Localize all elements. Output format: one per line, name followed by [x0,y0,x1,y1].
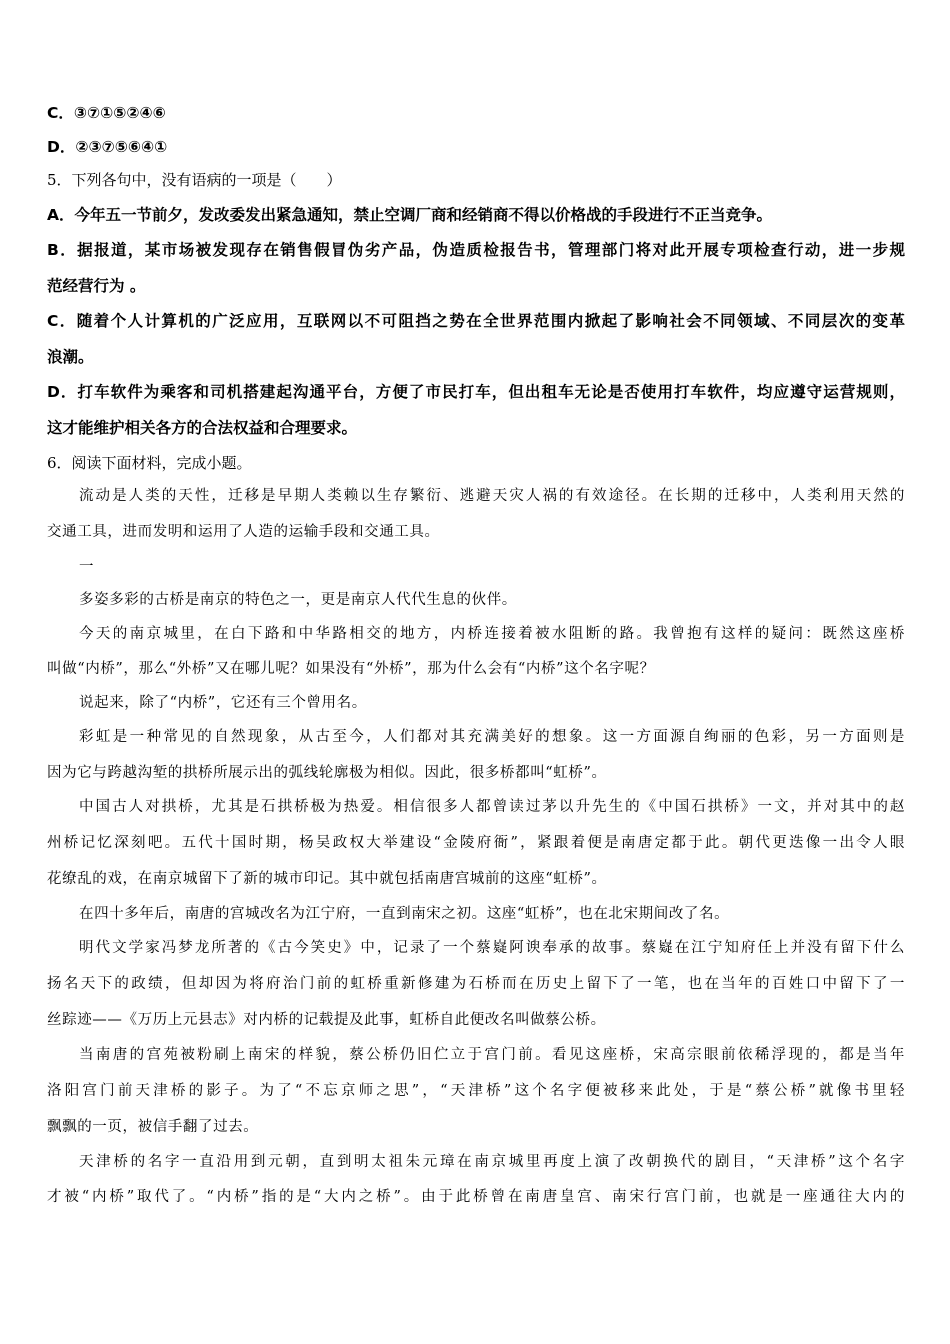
q5-option-b: B．据报道，某市场被发现存在销售假冒伪劣产品，伪造质检报告书，管理部门将对此开展专项检查行动，进一步规 [47,241,905,259]
passage-line: 花缭乱的戏，在南京城留下了新的城市印记。其中就包括南唐宫城前的这座“虹桥”。 [47,871,607,887]
q5-option-c-cont: 浪潮。 [47,348,94,366]
passage-line: 叫做“内桥”，那么“外桥”又在哪儿呢？如果没有“外桥”，那为什么会有“内桥”这个名字呢？ [47,661,655,677]
passage-line: 交通工具，进而发明和运用了人造的运输手段和交通工具。 [47,524,440,540]
q5-option-c: C．随着个人计算机的广泛应用，互联网以不可阻挡之势在全世界范围内掀起了影响社会不同领域、不同层次的变革 [47,312,905,330]
q4-option-d: D．②③⑦⑤⑥④① [47,138,168,156]
q5-option-d: D．打车软件为乘客和司机搭建起沟通平台，方便了市民打车，但出租车无论是否使用打车软件，均应遵守运营规则， [47,383,905,401]
passage-line: 中国古人对拱桥，尤其是石拱桥极为热爱。相信很多人都曾读过茅以升先生的《中国石拱桥》一文，并对其中的赵 [79,799,905,815]
q5-option-a: A．今年五一节前夕，发改委发出紧急通知，禁止空调厂商和经销商不得以价格战的手段进行不正当竞争。 [47,206,772,224]
passage-line: 今天的南京城里，在白下路和中华路相交的地方，内桥连接着被水阻断的路。我曾抱有这样的疑问：既然这座桥 [79,626,905,642]
passage-line: 当南唐的宫苑被粉刷上南宋的样貌，蔡公桥仍旧伫立于宫门前。看见这座桥，宋高宗眼前依稀浮现的，都是当年 [79,1047,905,1063]
passage-line: 因为它与跨越沟堑的拱桥所展示出的弧线轮廓极为相似。因此，很多桥都叫“虹桥”。 [47,765,607,781]
q5-option-d-cont: 这才能维护相关各方的合法权益和合理要求。 [47,419,358,437]
passage-line: 丝踪迹——《万历上元县志》对内桥的记载提及此事，虹桥自此便改名叫做蔡公桥。 [47,1012,606,1028]
passage-line: 天津桥的名字一直沿用到元朝，直到明太祖朱元璋在南京城里再度上演了改朝换代的剧目，“天津桥”这个名字 [79,1154,905,1170]
passage-line: 彩虹是一种常见的自然现象，从古至今，人们都对其充满美好的想象。这一方面源自绚丽的色彩，另一方面则是 [79,729,905,745]
q4-option-c: C．③⑦①⑤②④⑥ [47,104,166,122]
section-number: 一 [79,559,95,575]
passage-line: 才被“内桥”取代了。“内桥”指的是“大内之桥”。由于此桥曾在南唐皇宫、南宋行宫门前，也就是一座通往大内的 [47,1189,905,1205]
passage-line: 流动是人类的天性，迁移是早期人类赖以生存繁衍、逃避天灾人祸的有效途径。在长期的迁移中，人类利用天然的 [79,488,905,504]
passage-line: 飘飘的一页，被信手翻了过去。 [47,1119,259,1135]
q6-stem: 6．阅读下面材料，完成小题。 [47,454,252,472]
passage-line: 扬名天下的政绩，但却因为将府治门前的虹桥重新修建为石桥而在历史上留下了一笔，也在当年的百姓口中留下了一 [47,976,905,992]
passage-line: 在四十多年后，南唐的宫城改名为江宁府，一直到南宋之初。这座“虹桥”，也在北宋期间改了名。 [79,906,730,922]
passage-line: 明代文学家冯梦龙所著的《古今笑史》中，记录了一个蔡嶷阿谀奉承的故事。蔡嶷在江宁知府任上并没有留下什么 [79,940,905,956]
passage-line: 洛阳宫门前天津桥的影子。为了“不忘京师之思”，“天津桥”这个名字便被移来此处，于是“蔡公桥”就像书里轻 [47,1083,905,1099]
passage-line: 州桥记忆深刻吧。五代十国时期，杨吴政权大举建设“金陵府衙”，紧跟着便是南唐定都于此。朝代更迭像一出令人眼 [47,835,905,851]
q5-stem: 5．下列各句中，没有语病的一项是（ ） [47,171,342,189]
q5-option-b-cont: 范经营行为 。 [47,277,146,295]
passage-line: 多姿多彩的古桥是南京的特色之一，更是南京人代代生息的伙伴。 [79,592,517,608]
passage-line: 说起来，除了“内桥”，它还有三个曾用名。 [79,695,367,711]
